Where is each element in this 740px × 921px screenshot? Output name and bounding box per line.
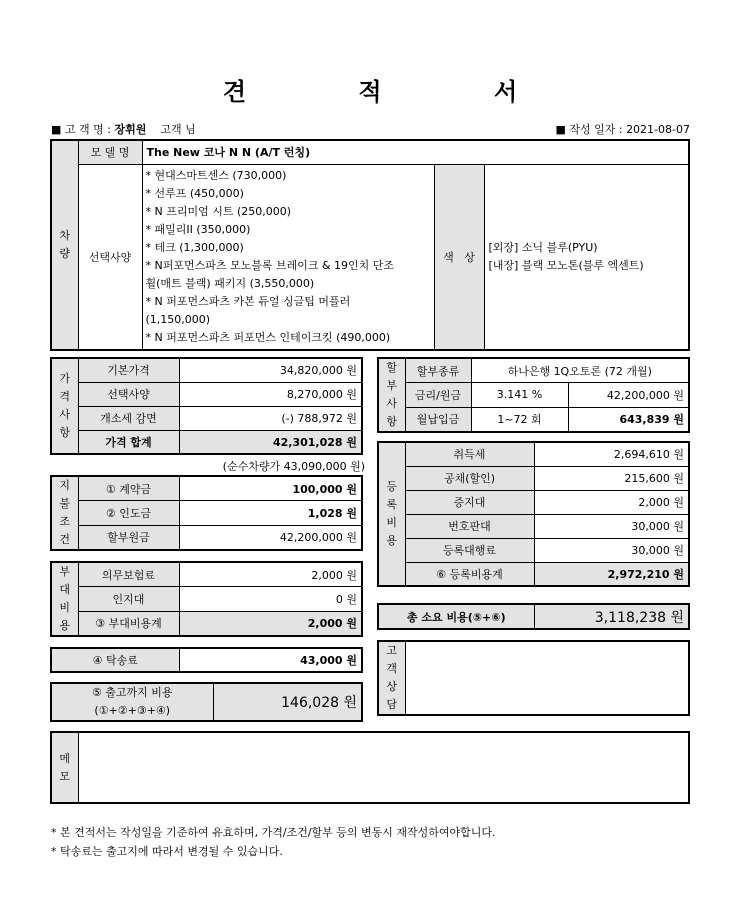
- price-table: [50, 357, 363, 455]
- pre-release-label: ⑤ 출고까지 비용 (①+②+③+④): [51, 683, 213, 721]
- acquisition-tax-label: 취득세: [405, 442, 534, 466]
- footnote: * 탁송료는 출고지에 따라서 변경될 수 있습니다.: [51, 845, 283, 858]
- registration-table: [377, 441, 690, 587]
- date-value: 2021-08-07: [626, 123, 690, 136]
- bond-value: 215,600 원: [534, 466, 689, 490]
- payment-section-label: 지 불 조 건: [51, 476, 78, 550]
- base-price-label: 기본가격: [78, 358, 179, 382]
- footnote: * 본 견적서는 작성일을 기준하여 유효하며, 가격/조건/할부 등의 변동시 재작성하여야합니다.: [51, 826, 496, 839]
- net-price-note: (순수차량가 43,090,000 원): [222, 460, 365, 473]
- registration-total-value: 2,972,210 원: [534, 562, 689, 586]
- agency-fee-label: 등록대행료: [405, 538, 534, 562]
- deposit-value: 100,000 원: [179, 476, 362, 501]
- base-price-value: 34,820,000 원: [179, 358, 362, 382]
- monthly-label: 월납입금: [405, 407, 471, 432]
- rate-value: 3.141 %: [471, 383, 568, 408]
- tax-reduction-value: (-) 788,972 원: [179, 406, 362, 430]
- monthly-value: 643,839 원: [568, 407, 689, 432]
- certificate-stamp-label: 증지대: [405, 490, 534, 514]
- customer-label: ■ 고 객 명 :: [51, 123, 111, 136]
- insurance-value: 2,000 원: [179, 562, 362, 587]
- model-label: 모 델 명: [78, 140, 142, 164]
- agency-fee-value: 30,000 원: [534, 538, 689, 562]
- options-price-label: 선택사양: [78, 382, 179, 406]
- option-item: * 현대스마트센스 (730,000): [145, 168, 287, 182]
- document-title: 견 적 서: [222, 78, 570, 106]
- price-total-label: 가격 합계: [78, 430, 179, 454]
- vehicle-table: [50, 139, 690, 351]
- registration-total-label: ⑥ 등록비용계: [405, 562, 534, 586]
- pre-release-value: 146,028 원: [213, 683, 362, 721]
- price-total-value: 42,301,028 원: [179, 430, 362, 454]
- exterior-color: [외장] 소닉 블루(PYU): [488, 240, 598, 254]
- model-value: The New 코나 N N (A/T 런칭): [142, 140, 689, 164]
- option-item: * 선루프 (450,000): [145, 186, 244, 200]
- grand-total-table: [377, 603, 690, 630]
- registration-section-label: 등 록 비 용: [378, 442, 405, 586]
- date-label: ■ 작성 일자 :: [555, 123, 623, 136]
- insurance-label: 의무보험료: [78, 562, 179, 587]
- bond-label: 공채(할인): [405, 466, 534, 490]
- options-price-value: 8,270,000 원: [179, 382, 362, 406]
- payment-table: [50, 475, 363, 551]
- deposit-label: ① 계약금: [78, 476, 179, 501]
- incidental-total-label: ③ 부대비용계: [78, 611, 179, 636]
- acquisition-tax-value: 2,694,610 원: [534, 442, 689, 466]
- memo-table: [50, 731, 690, 804]
- installment-type-label: 할부종류: [405, 358, 471, 383]
- pre-release-table: [50, 682, 363, 722]
- installment-table: [377, 357, 690, 433]
- memo-content: [78, 732, 689, 803]
- grand-total-value: 3,118,238 원: [534, 604, 689, 629]
- date-line: [555, 121, 690, 137]
- footnotes: [51, 823, 496, 861]
- incidental-table: [50, 561, 363, 637]
- option-item: * 테크 (1,300,000): [145, 240, 244, 254]
- installment-section-label: 할 부 사 항: [378, 358, 405, 432]
- consultation-content: [405, 641, 689, 715]
- delivery-fee-table: [50, 647, 363, 673]
- option-item: * N퍼포먼스파츠 모노블록 브레이크 & 19인치 단조: [145, 258, 395, 272]
- customer-suffix: 고객 님: [160, 123, 196, 136]
- license-plate-value: 30,000 원: [534, 514, 689, 538]
- principal-value: 42,200,000 원: [568, 383, 689, 408]
- stamp-value: 0 원: [179, 587, 362, 612]
- interior-color: [내장] 블랙 모노톤(블루 엑센트): [488, 258, 644, 272]
- options-list: [142, 164, 434, 350]
- option-item: * 패밀리II (350,000): [145, 222, 251, 236]
- installment-principal-label: 할부원금: [78, 525, 179, 550]
- license-plate-label: 번호판대: [405, 514, 534, 538]
- certificate-stamp-value: 2,000 원: [534, 490, 689, 514]
- tax-reduction-label: 개소세 감면: [78, 406, 179, 430]
- option-item: 휠(매트 블랙) 패키지 (3,550,000): [145, 276, 315, 290]
- option-item: * N 퍼포먼스파츠 퍼포먼스 인테이크킷 (490,000): [145, 330, 391, 344]
- rate-label: 금리/원금: [405, 383, 471, 408]
- consultation-section-label: 고 객 상 담: [378, 641, 405, 715]
- memo-section-label: 메 모: [51, 732, 78, 803]
- vehicle-section-label: 차 량: [51, 140, 78, 350]
- customer-line: [51, 121, 196, 137]
- delivery-fee-value: 43,000 원: [179, 648, 362, 672]
- grand-total-label: 총 소요 비용(⑤+⑥): [378, 604, 534, 629]
- option-item: * N 퍼포먼스파츠 카본 듀얼 싱글팁 머플러: [145, 294, 351, 308]
- monthly-term: 1~72 회: [471, 407, 568, 432]
- delivery-payment-label: ② 인도금: [78, 501, 179, 526]
- incidental-total-value: 2,000 원: [179, 611, 362, 636]
- installment-type-value: 하나은행 1Q오토론 (72 개월): [471, 358, 689, 383]
- options-label: 선택사양: [78, 164, 142, 350]
- color-values: [484, 164, 689, 350]
- option-item: (1,150,000): [145, 312, 211, 326]
- color-label: 색 상: [434, 164, 484, 350]
- delivery-fee-label: ④ 탁송료: [51, 648, 179, 672]
- price-section-label: 가 격 사 항: [51, 358, 78, 454]
- installment-principal-value: 42,200,000 원: [179, 525, 362, 550]
- incidental-section-label: 부 대 비 용: [51, 562, 78, 636]
- delivery-payment-value: 1,028 원: [179, 501, 362, 526]
- consultation-table: [377, 640, 690, 716]
- stamp-label: 인지대: [78, 587, 179, 612]
- customer-name: 장휘원: [114, 123, 147, 136]
- option-item: * N 프리미엄 시트 (250,000): [145, 204, 292, 218]
